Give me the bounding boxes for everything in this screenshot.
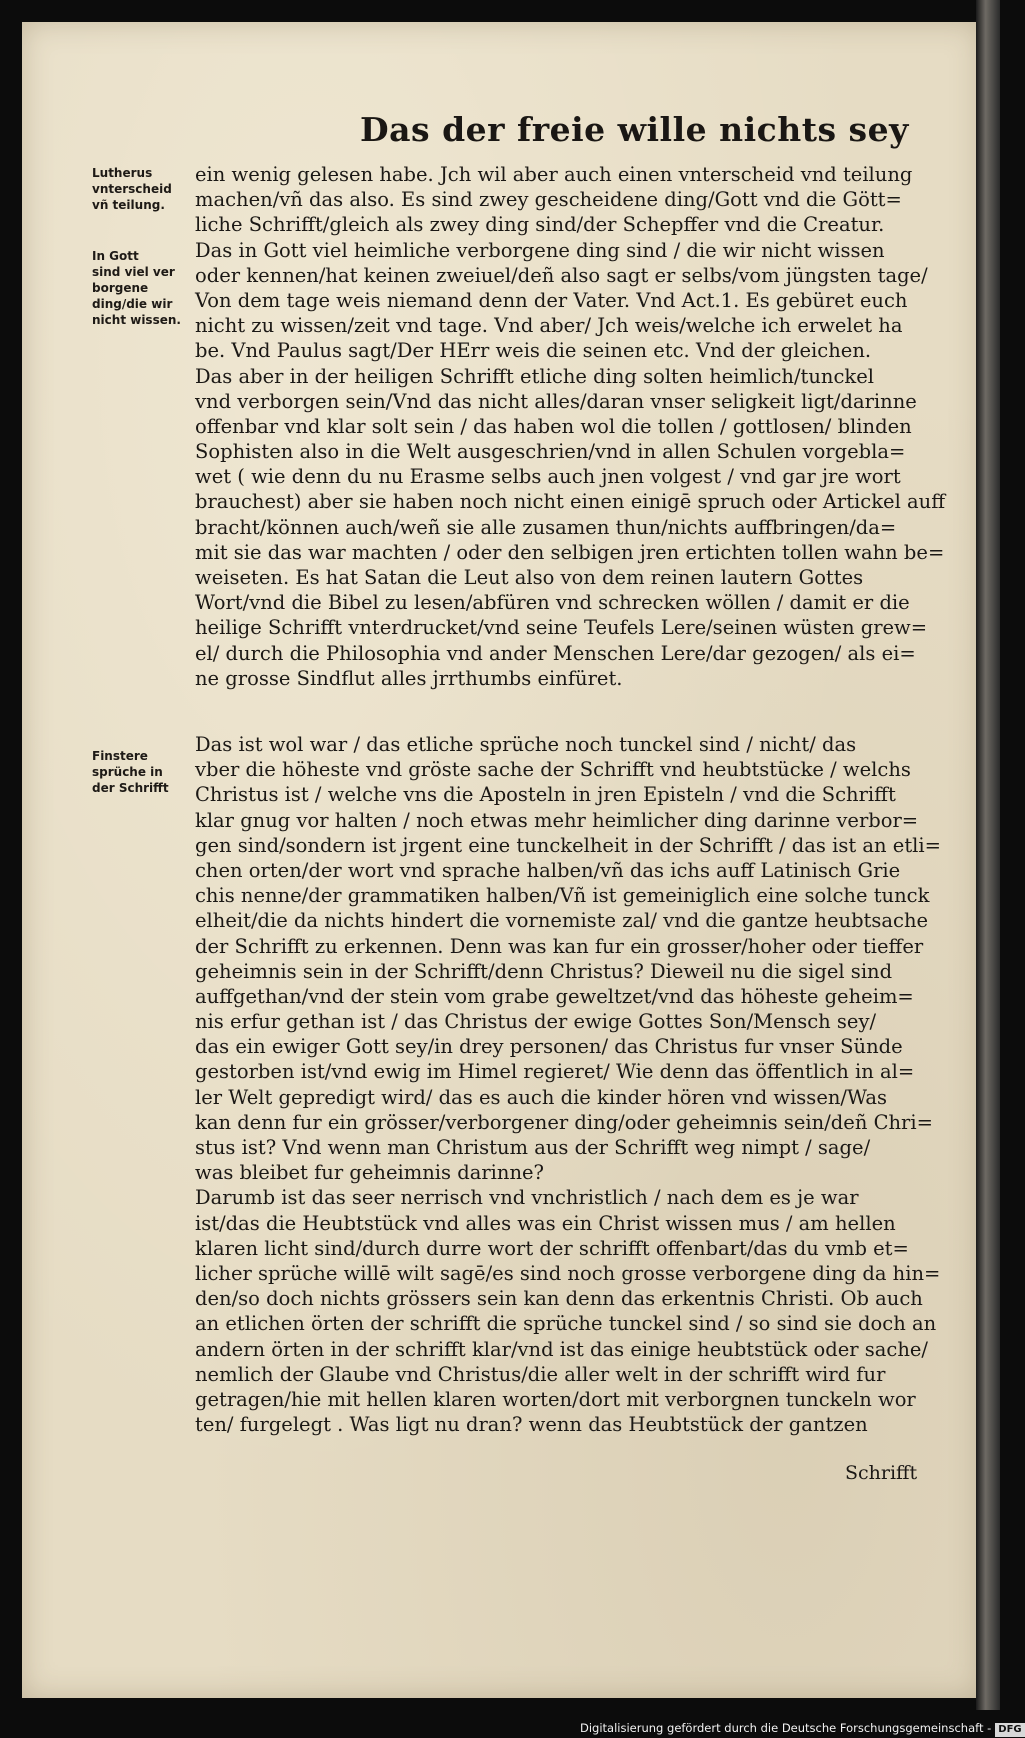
text-line: ten/ furgelegt . Was ligt nu dran? wenn das Heubtstück der gantzen (195, 1413, 868, 1437)
text-line: bracht/können auch/weñ sie alle zusamen thun/nichts auffbringen/da= (195, 515, 897, 539)
text-line: Das aber in der heiligen Schrifft etliche ding solten heimlich/tunckel (195, 364, 875, 388)
text-line: Darumb ist das seer nerrisch vnd vnchristlich / nach dem es je war (195, 1186, 859, 1210)
text-line: be. Vnd Paulus sagt/Der HErr weis die seinen etc. Vnd der gleichen. (195, 339, 872, 363)
text-line: kan denn fur ein grösser/verborgener ding/oder geheimnis sein/deñ Chri= (195, 1110, 933, 1134)
text-line: liche Schrifft/gleich als zwey ding sind/der Schepffer vnd die Creatur. (195, 213, 885, 237)
text-line: ne grosse Sindflut alles jrrthumbs einfüret. (195, 666, 623, 690)
text-line: el/ durch die Philosophia vnd ander Menschen Lere/dar gezogen/ als ei= (195, 641, 916, 665)
note-line: der Schrifft (92, 781, 169, 795)
note-line: vñ teilung. (92, 198, 165, 212)
text-line: chen orten/der wort vnd sprache halben/vñ das ichs auff Latinisch Grie (195, 858, 901, 882)
text-line: nis erfur gethan ist / das Christus der ewige Gottes Son/Mensch sey/ (195, 1010, 877, 1034)
note-line: sind viel ver (92, 265, 175, 279)
margin-note-3 (92, 748, 184, 796)
text-line: vber die höheste vnd gröste sache der Schrifft vnd heubtstücke / welchs (195, 758, 911, 782)
text-line: auffgethan/vnd der stein vom grabe geweltzet/vnd das höheste geheim= (195, 984, 914, 1008)
note-line: Lutherus (92, 166, 153, 180)
text-line: klar gnug vor halten / noch etwas mehr heimlicher ding darinne verbor= (195, 808, 919, 832)
text-line: der Schrifft zu erkennen. Denn was kan fur ein grosser/hoher oder tieffer (195, 934, 924, 958)
text-line: oder kennen/hat keinen zweiuel/deñ also sagt er selbs/vom jüngsten tage/ (195, 263, 928, 287)
text-line: ein wenig gelesen habe. Jch wil aber auch einen vnterscheid vnd teilung (195, 163, 913, 186)
note-line: In Gott (92, 249, 139, 263)
text-line: elheit/die da nichts hindert die vornemiste zal/ vnd die gantze heubtsache (195, 909, 929, 933)
text-line: licher sprüche willē wilt sagē/es sind noch grosse verborgene ding da hin= (195, 1261, 941, 1285)
footer-text: Digitalisierung gefördert durch die Deutsche Forschungsgemeinschaft - (580, 1721, 992, 1735)
running-heading: Das der freie wille nichts sey (360, 110, 909, 149)
text-line: Christus ist / welche vns die Aposteln in jren Episteln / vnd die Schrifft (195, 783, 896, 807)
note-line: Finstere (92, 749, 148, 763)
text-line: machen/vñ das also. Es sind zwey gescheidene ding/Gott vnd die Gött= (195, 188, 902, 212)
page-edge (976, 0, 1000, 1710)
text-line: gen sind/sondern ist jrgent eine tunckelheit in der Schrifft / das ist an etli= (195, 833, 941, 857)
text-line: gestorben ist/vnd ewig im Himel regieret/ Wie denn das öffentlich in al= (195, 1060, 915, 1084)
digitization-footer (580, 1718, 1022, 1738)
text-line: chis nenne/der grammatiken halben/Vñ ist gemeiniglich eine solche tunck (195, 884, 930, 908)
text-line: vnd verborgen sein/Vnd das nicht alles/daran vnser seligkeit ligt/darinne (195, 389, 917, 413)
text-line: nicht zu wissen/zeit vnd tage. Vnd aber/ Jch weis/welche ich erwelet ha (195, 314, 903, 338)
text-line: den/so doch nichts grössers sein kan denn das erkentnis Christi. Ob auch (195, 1287, 923, 1311)
text-line: das ein ewiger Gott sey/in drey personen/ das Christus fur vnser Sünde (195, 1035, 903, 1059)
margin-note-1 (92, 165, 184, 213)
text-line: brauchest) aber sie haben noch nicht einen einigē spruch oder Artickel auff (195, 490, 946, 514)
text-line: stus ist? Vnd wenn man Christum aus der Schrifft weg nimpt / sage/ (195, 1136, 871, 1159)
text-line: was bleibet fur geheimnis darinne? (195, 1161, 545, 1185)
text-line: ist/das die Heubtstück vnd alles was ein Christ wissen mus / am hellen (195, 1211, 896, 1235)
text-line: klaren licht sind/durch durre wort der schrifft offenbart/das du vmb et= (195, 1236, 909, 1260)
note-line: ding/die wir (92, 297, 173, 311)
note-line: nicht wissen. (92, 313, 181, 327)
text-line: offenbar vnd klar solt sein / das haben wol die tollen / gottlosen/ blinden (195, 414, 912, 438)
note-line: sprüche in (92, 765, 163, 779)
text-line: Sophisten also in die Welt ausgeschrien/vnd in allen Schulen vorgebla= (195, 440, 906, 464)
text-line: mit sie das war machten / oder den selbigen jren ertichten tollen wahn be= (195, 540, 945, 564)
text-line: weiseten. Es hat Satan die Leut also von dem reinen lautern Gottes (195, 566, 864, 589)
text-line: nemlich der Glaube vnd Christus/die aller welt in der schrifft wird fur (195, 1362, 886, 1386)
text-line: Von dem tage weis niemand denn der Vater. Vnd Act.1. Es gebüret euch (195, 288, 908, 312)
catchword: Schrifft (845, 1462, 918, 1484)
text-line: Wort/vnd die Bibel zu lesen/abfüren vnd schrecken wöllen / damit er die (195, 591, 910, 615)
text-line: andern örten in der schrifft klar/vnd ist das einige heubtstück oder sache/ (195, 1337, 928, 1361)
text-line: heilige Schrifft vnterdrucket/vnd seine Teufels Lere/seinen wüsten grew= (195, 616, 928, 640)
note-line: borgene (92, 281, 149, 295)
text-line: Das in Gott viel heimliche verborgene ding sind / die wir nicht wissen (195, 238, 885, 262)
text-line: geheimnis sein in der Schrifft/denn Christus? Dieweil nu die sigel sind (195, 959, 893, 983)
paragraph-2 (195, 732, 965, 1437)
text-line: wet ( wie denn du nu Erasme selbs auch jnen volgest / vnd gar jre wort (195, 465, 901, 489)
paragraph-1 (195, 162, 965, 691)
text-line: an etlichen örten der schrifft die sprüche tunckel sind / so sind sie doch an (195, 1312, 937, 1336)
margin-note-2 (92, 248, 184, 328)
text-line: getragen/hie mit hellen klaren worten/dort mit verborgnen tunckeln wor (195, 1387, 916, 1411)
note-line: vnterscheid (92, 182, 172, 196)
dfg-logo: DFG (995, 1723, 1024, 1737)
text-line: Das ist wol war / das etliche sprüche noch tunckel sind / nicht/ das (195, 733, 857, 756)
text-line: ler Welt gepredigt wird/ das es auch die kinder hören vnd wissen/Was (195, 1085, 887, 1109)
